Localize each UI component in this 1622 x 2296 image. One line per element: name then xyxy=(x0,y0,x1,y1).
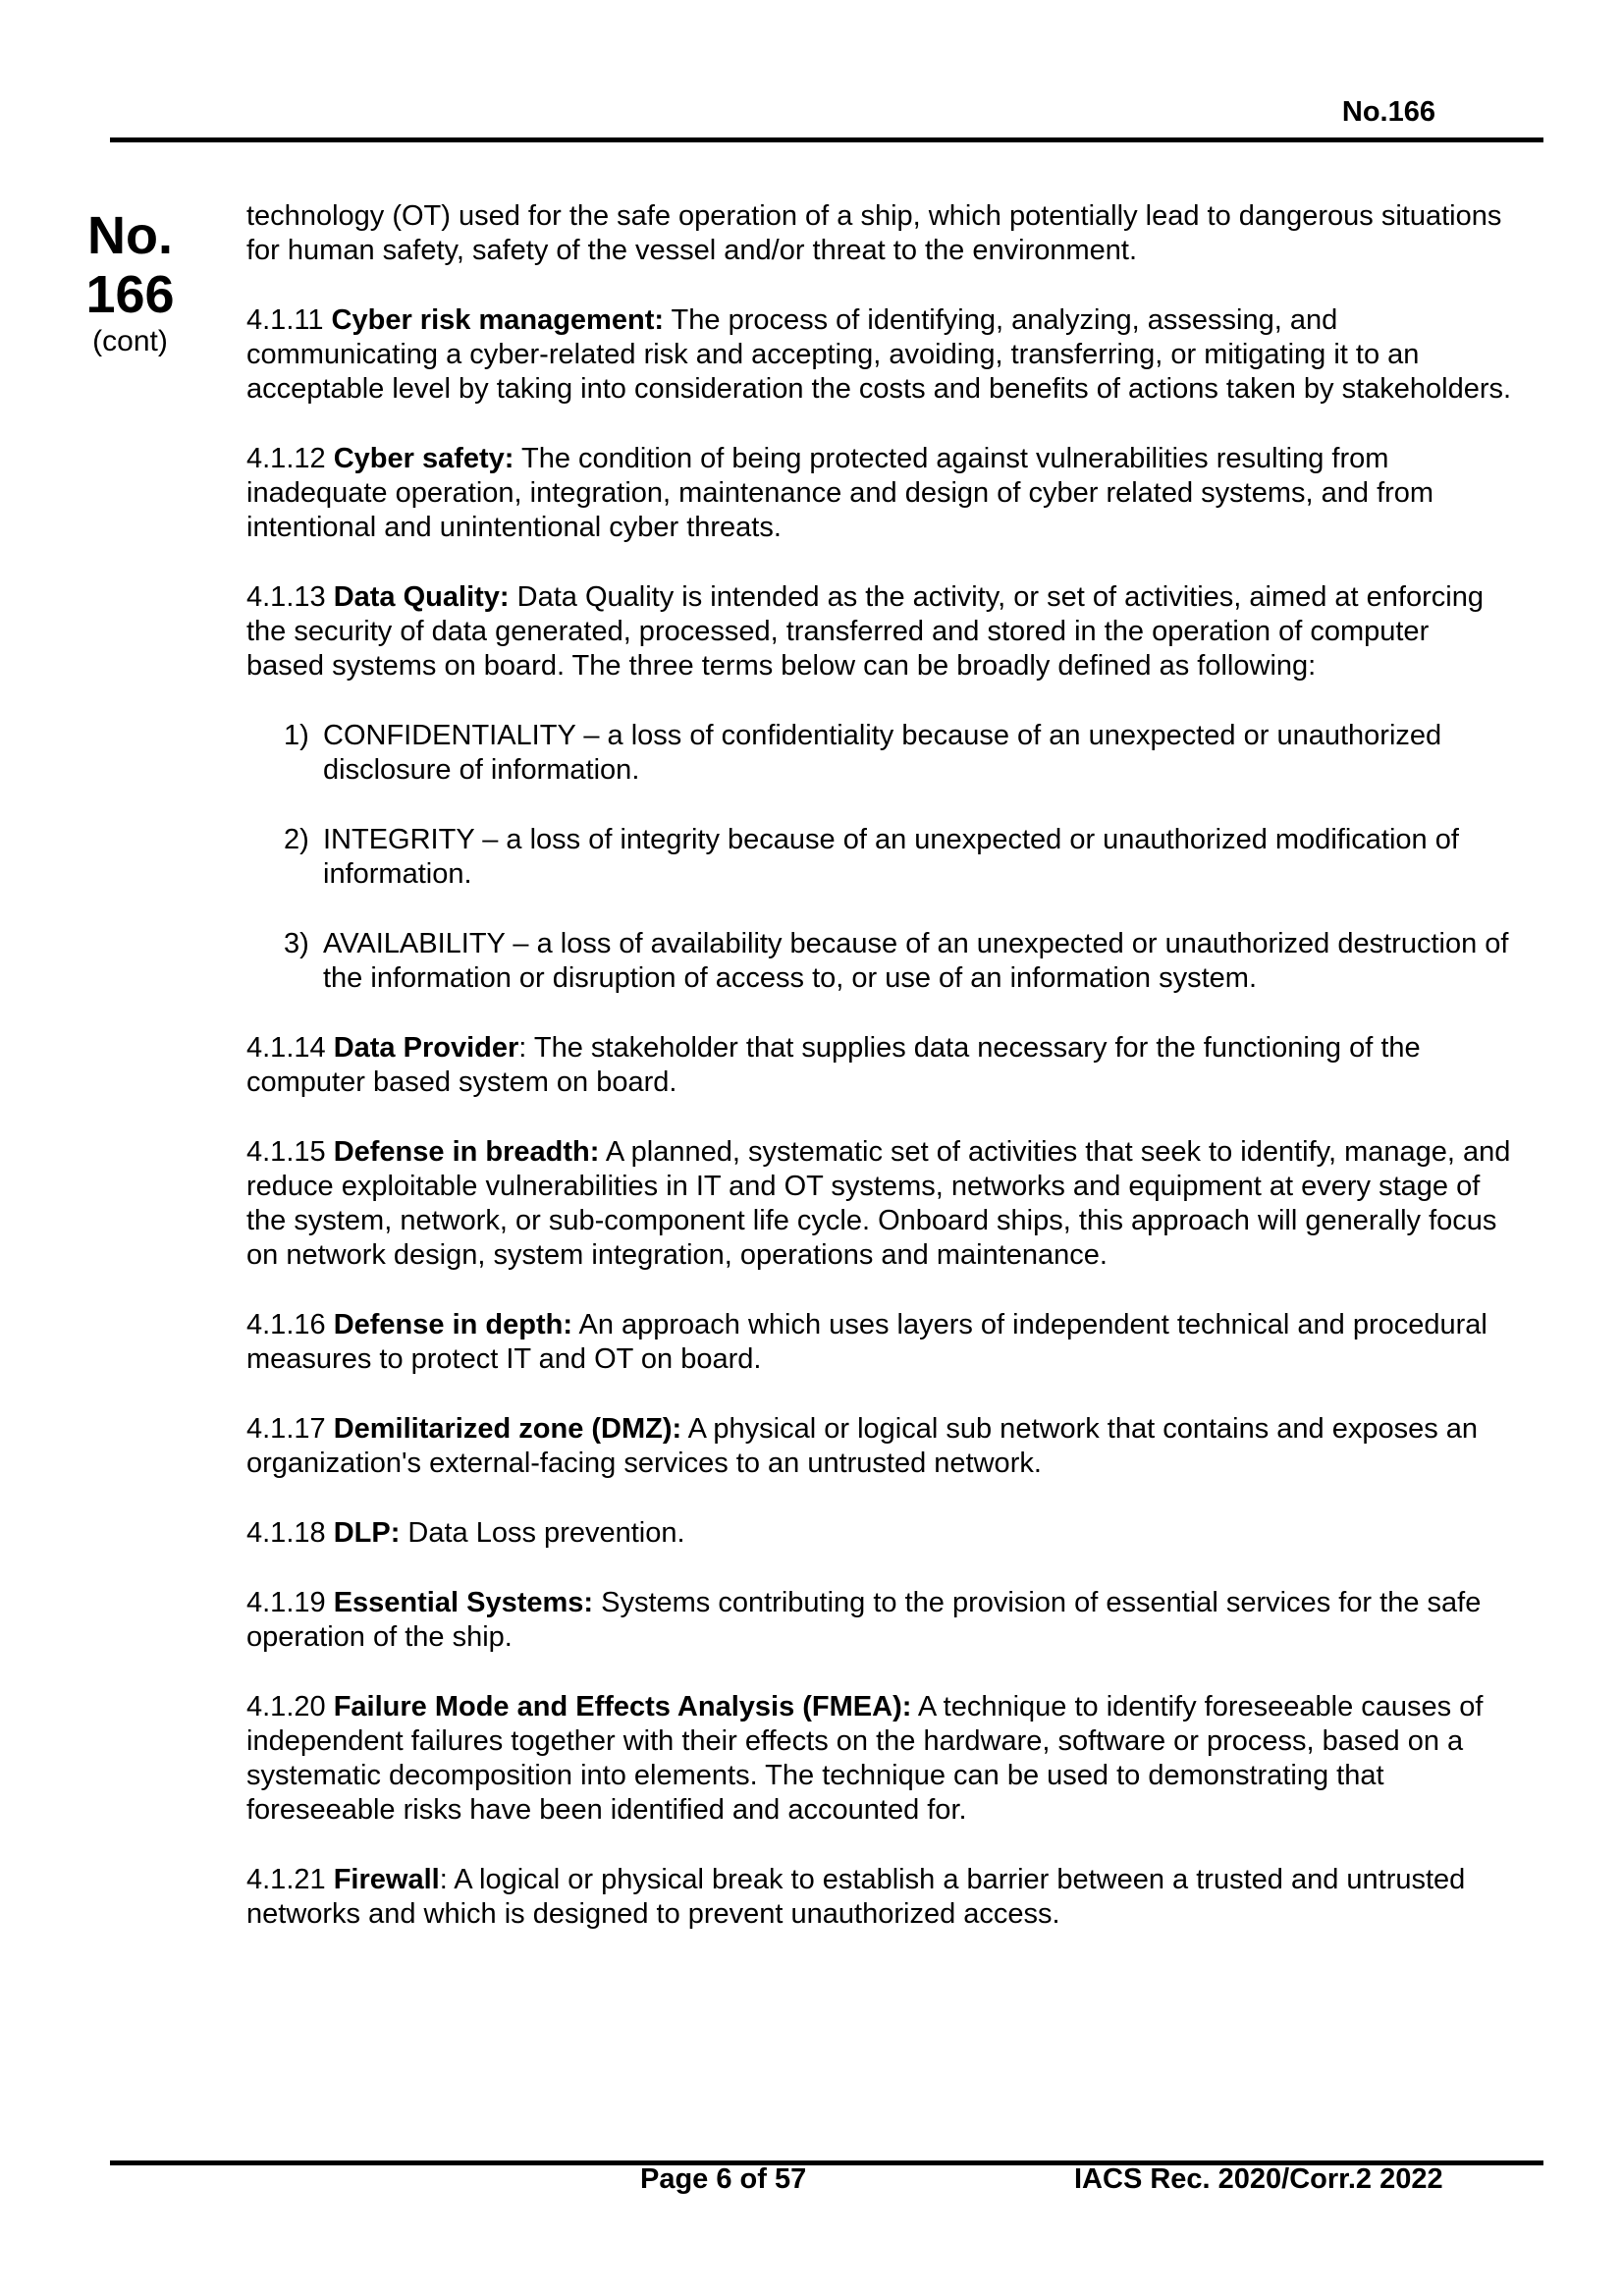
definition-number: 4.1.13 xyxy=(246,581,326,613)
definition-4-1-12 xyxy=(246,442,1513,545)
definition-term: Data Quality: xyxy=(333,581,510,613)
list-text: AVAILABILITY – a loss of availability because of an unexpected or unauthorized destruction of the information or disruption of access to, or use of an information system. xyxy=(323,928,1509,994)
definition-text: A planned, systematic set of activities that seek to identify, manage, and reduce exploitable vulnerabilities in IT and OT systems, networks and equipment at every stage of the system, network, or sub-component life cycle. Onboard ships, this approach will generally focus on network design, system integration, operations and maintenance. xyxy=(246,1136,1511,1271)
definition-4-1-15 xyxy=(246,1135,1513,1273)
list-marker: 3) xyxy=(284,928,309,959)
definition-term: Defense in depth: xyxy=(333,1309,573,1340)
definition-term: Data Provider xyxy=(333,1032,519,1064)
definition-4-1-17 xyxy=(246,1412,1513,1481)
definition-number: 4.1.11 xyxy=(246,304,324,336)
definition-text: A technique to identify foreseeable causes of independent failures together with their effects on the hardware, software or process, based on a systematic decomposition into elements. The technique can be used to demonstrating that foreseeable risks have been identified and accounted for. xyxy=(246,1691,1484,1826)
definition-4-1-11 xyxy=(246,303,1513,407)
definition-text: The process of identifying, analyzing, assessing, and communicating a cyber-related risk and accepting, avoiding, transferring, or mitigating it to an acceptable level by taking into consideration the costs and benefits of actions taken by stakeholders. xyxy=(246,304,1512,405)
definition-4-1-16 xyxy=(246,1308,1513,1377)
sidebar-no-label: No. xyxy=(87,206,173,265)
definition-number: 4.1.14 xyxy=(246,1032,326,1064)
definition-4-1-13 xyxy=(246,580,1513,683)
intro-paragraph: technology (OT) used for the safe operation of a ship, which potentially lead to dangerous situations for human safety, safety of the vessel and/or threat to the environment. xyxy=(246,200,1502,266)
definition-term: Essential Systems: xyxy=(333,1587,594,1618)
definition-number: 4.1.18 xyxy=(246,1517,326,1549)
sidebar-number: 166 xyxy=(85,265,175,324)
definition-text: Data Loss prevention. xyxy=(400,1517,685,1549)
definition-term: Demilitarized zone (DMZ): xyxy=(333,1413,682,1445)
definition-text: Data Quality is intended as the activity, or set of activities, aimed at enforcing the security of data generated, processed, transferred and stored in the operation of computer based systems on board. The three terms below can be broadly defined as following: xyxy=(246,581,1484,682)
definition-4-1-18 xyxy=(246,1516,1513,1551)
sidebar-rec-number xyxy=(79,206,182,359)
header-doc-number: No.166 xyxy=(1341,96,1435,128)
definition-number: 4.1.12 xyxy=(246,443,326,474)
definition-text: An approach which uses layers of independent technical and procedural measures to protect IT and OT on board. xyxy=(246,1309,1487,1375)
definition-number: 4.1.21 xyxy=(246,1864,326,1895)
definition-term: Defense in breadth: xyxy=(333,1136,600,1168)
list-item-confidentiality xyxy=(246,719,1513,788)
definition-term: Firewall xyxy=(333,1864,440,1895)
definition-number: 4.1.16 xyxy=(246,1309,326,1340)
definition-number: 4.1.15 xyxy=(246,1136,326,1168)
definition-4-1-21 xyxy=(246,1863,1513,1932)
definition-term: DLP: xyxy=(333,1517,401,1549)
list-text: CONFIDENTIALITY – a loss of confidentiality because of an unexpected or unauthorized disclosure of information. xyxy=(323,720,1442,786)
definition-text: Systems contributing to the provision of essential services for the safe operation of the ship. xyxy=(246,1587,1482,1653)
list-text: INTEGRITY – a loss of integrity because of an unexpected or unauthorized modification of information. xyxy=(323,824,1459,890)
definition-number: 4.1.17 xyxy=(246,1413,326,1445)
definition-term: Failure Mode and Effects Analysis (FMEA): xyxy=(333,1691,912,1722)
list-item-availability xyxy=(246,927,1513,996)
definition-number: 4.1.19 xyxy=(246,1587,326,1618)
definition-term: Cyber safety: xyxy=(333,443,514,474)
footer-doc-reference: IACS Rec. 2020/Corr.2 2022 xyxy=(1074,2163,1443,2195)
footer-page-number: Page 6 of 57 xyxy=(640,2163,807,2195)
definition-4-1-19 xyxy=(246,1586,1513,1655)
definition-text: : A logical or physical break to establish a barrier between a trusted and untrusted networks and which is designed to prevent unauthorized access. xyxy=(246,1864,1466,1930)
definition-text: The condition of being protected against vulnerabilities resulting from inadequate operation, integration, maintenance and design of cyber related systems, and from intentional and unintentional cyber threats. xyxy=(246,443,1434,543)
list-marker: 1) xyxy=(284,720,309,751)
document-body xyxy=(246,199,1513,1967)
definition-4-1-20 xyxy=(246,1690,1513,1828)
header-rule xyxy=(110,137,1543,142)
sidebar-cont: (cont) xyxy=(92,325,168,357)
definition-number: 4.1.20 xyxy=(246,1691,326,1722)
list-marker: 2) xyxy=(284,824,309,855)
definition-term: Cyber risk management: xyxy=(331,304,665,336)
list-item-integrity xyxy=(246,823,1513,892)
definition-text: A physical or logical sub network that contains and exposes an organization's external-facing services to an untrusted network. xyxy=(246,1413,1479,1479)
definition-4-1-14 xyxy=(246,1031,1513,1100)
definition-text: : The stakeholder that supplies data necessary for the functioning of the computer based system on board. xyxy=(246,1032,1421,1098)
